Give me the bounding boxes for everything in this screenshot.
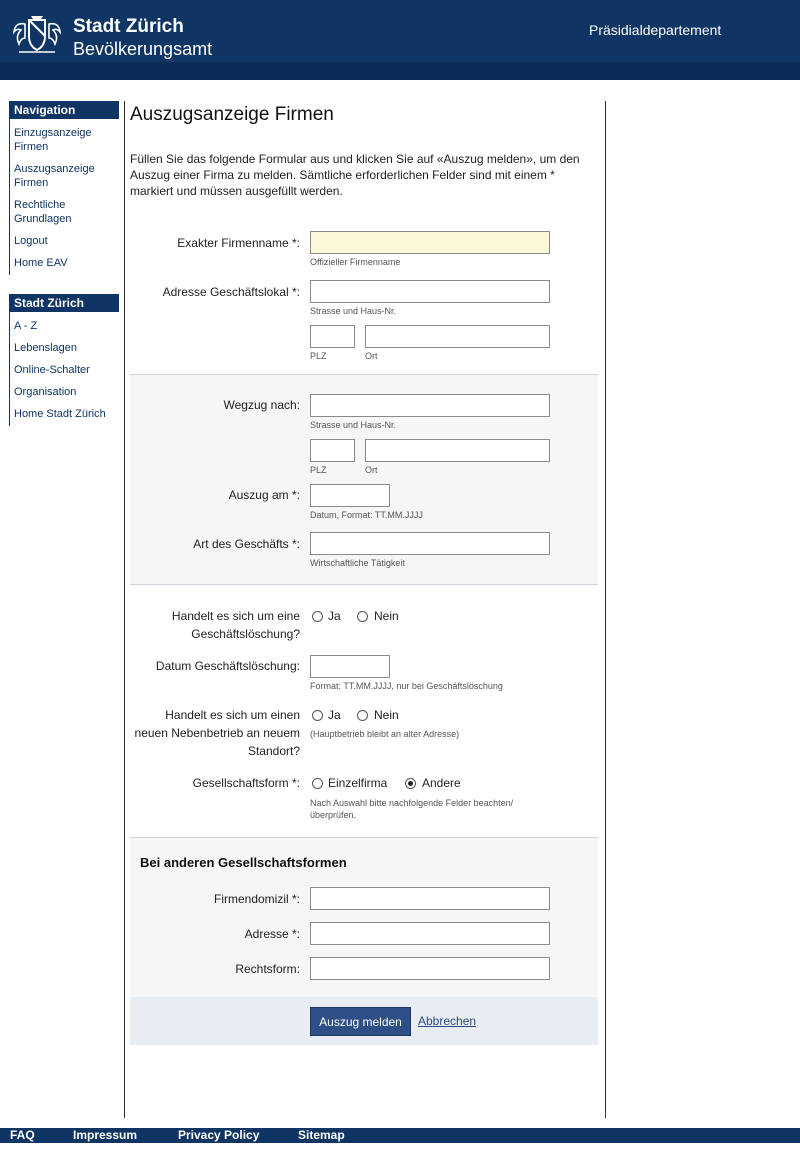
adresse-ort-input[interactable] [365,325,550,348]
loeschung-label: Handelt es sich um eine Geschäftslöschung? [171,609,300,641]
andere-section-title: Bei anderen Gesellschaftsformen [140,855,347,870]
footer-link-privacy[interactable]: Privacy Policy [178,1128,260,1142]
nebenbetrieb-hint: (Hauptbetrieb bleibt an alter Adresse) [310,729,460,739]
auszug-date-input[interactable] [310,484,390,507]
wegzug-strasse-hint: Strasse und Haus-Nr. [310,420,397,430]
art-hint: Wirtschaftliche Tätigkeit [310,558,405,568]
loeschung-nein-radio[interactable] [357,611,368,622]
intro-text: Füllen Sie das folgende Formular aus und klicken Sie auf «Auszug melden», um den Auszug einer Firma zu melden. Sämtliche erforderlichen Felder sind mit einem * markiert und müssen ausgefüllt werden. [130,152,580,198]
city-list [9,312,119,426]
wegzug-ort-input[interactable] [365,439,550,462]
site-header [0,0,800,80]
nebenbetrieb-nein-label[interactable]: Nein [374,708,399,722]
wegzug-strasse-input[interactable] [310,394,550,417]
andere-label[interactable]: Andere [422,776,461,790]
section-separator [130,584,598,585]
nav-title: Navigation [9,101,119,119]
ort-hint: Ort [365,351,378,361]
firmenname-hint: Offizieller Firmenname [310,257,401,267]
sidebar-item-a-z[interactable]: A - Z [14,320,38,332]
einzelfirma-radio[interactable] [312,778,323,789]
submit-button[interactable]: Auszug melden [310,1007,411,1036]
datum-loeschung-input[interactable] [310,655,390,678]
adresse2-input[interactable] [310,922,550,945]
auszug-hint: Datum, Format: TT.MM.JJJJ [310,510,423,520]
datum-loeschung-label: Datum Geschäftslöschung: [155,659,300,673]
wegzug-label: Wegzug nach: [223,398,300,412]
sidebar-item-online-schalter[interactable]: Online-Schalter [14,364,90,376]
firmenname-input[interactable] [310,231,550,254]
firmendomizil-input[interactable] [310,887,550,910]
header-band [0,62,800,80]
wegzug-plz-input[interactable] [310,439,355,462]
sidebar-item-auszugsanzeige[interactable]: Auszugsanzeige Firmen [14,163,95,189]
sidebar-item-logout[interactable]: Logout [14,235,48,247]
gesellschaftsform-hint: Nach Auswahl bitte nachfolgende Felder beachten/überprüfen. [310,798,514,820]
brand-line1: Stadt Zürich [73,16,184,37]
strasse-hint: Strasse und Haus-Nr. [310,306,397,316]
firmendomizil-label: Firmendomizil *: [213,892,300,906]
auszug-label: Auszug am *: [228,488,300,502]
loeschung-nein-label[interactable]: Nein [374,609,399,623]
datum-loeschung-hint: Format: TT.MM.JJJJ, nur bei Geschäftslöschung [310,681,503,691]
adresse-strasse-input[interactable] [310,280,550,303]
art-label: Art des Geschäfts *: [193,537,300,551]
adresse-label: Adresse Geschäftslokal *: [162,285,300,299]
footer [0,1128,800,1143]
loeschung-ja-radio[interactable] [312,611,323,622]
footer-link-impressum[interactable]: Impressum [73,1128,138,1142]
sidebar-item-home-stadt-zuerich[interactable]: Home Stadt Zürich [14,408,106,420]
sidebar-item-home-eav[interactable]: Home EAV [14,257,68,269]
nebenbetrieb-ja-label[interactable]: Ja [328,708,341,722]
brand-line2: Bevölkerungsamt [73,39,213,59]
sidebar-item-rechtliche-grundlagen[interactable]: Rechtliche Grundlagen [14,199,72,225]
rechtsform-input[interactable] [310,957,550,980]
gesellschaftsform-label: Gesellschaftsform *: [192,776,300,790]
page-title: Auszugsanzeige Firmen [130,104,334,125]
wegzug-plz-hint: PLZ [310,465,327,475]
art-input[interactable] [310,532,550,555]
nebenbetrieb-label: Handelt es sich um einen neuen Nebenbetrieb an neuem Standort? [134,708,300,758]
nebenbetrieb-nein-radio[interactable] [357,710,368,721]
nebenbetrieb-ja-radio[interactable] [312,710,323,721]
wegzug-ort-hint: Ort [365,465,378,475]
cancel-link[interactable]: Abbrechen [418,1014,477,1028]
einzelfirma-label[interactable]: Einzelfirma [328,776,388,790]
rechtsform-label: Rechtsform: [235,962,300,976]
plz-hint: PLZ [310,351,327,361]
adresse-plz-input[interactable] [310,325,355,348]
zurich-coat-of-arms-icon[interactable] [11,14,63,56]
sidebar-item-lebenslagen[interactable]: Lebenslagen [14,342,78,354]
firmenname-label: Exakter Firmenname *: [177,236,300,250]
sidebar-city [9,294,119,426]
nav-list [9,119,119,275]
footer-link-faq[interactable]: FAQ [10,1128,35,1142]
city-title: Stadt Zürich [9,294,119,312]
sidebar-item-organisation[interactable]: Organisation [14,386,77,398]
sidebar-navigation [9,101,119,275]
content-border-right [605,101,606,1118]
sidebar-item-einzugsanzeige[interactable]: Einzugsanzeige Firmen [14,127,92,153]
footer-link-sitemap[interactable]: Sitemap [298,1128,345,1142]
loeschung-ja-label[interactable]: Ja [328,609,341,623]
content-border-left [124,101,125,1118]
andere-radio[interactable] [405,778,416,789]
adresse2-label: Adresse *: [244,927,300,941]
department-name: Präsidialdepartement [589,22,722,38]
